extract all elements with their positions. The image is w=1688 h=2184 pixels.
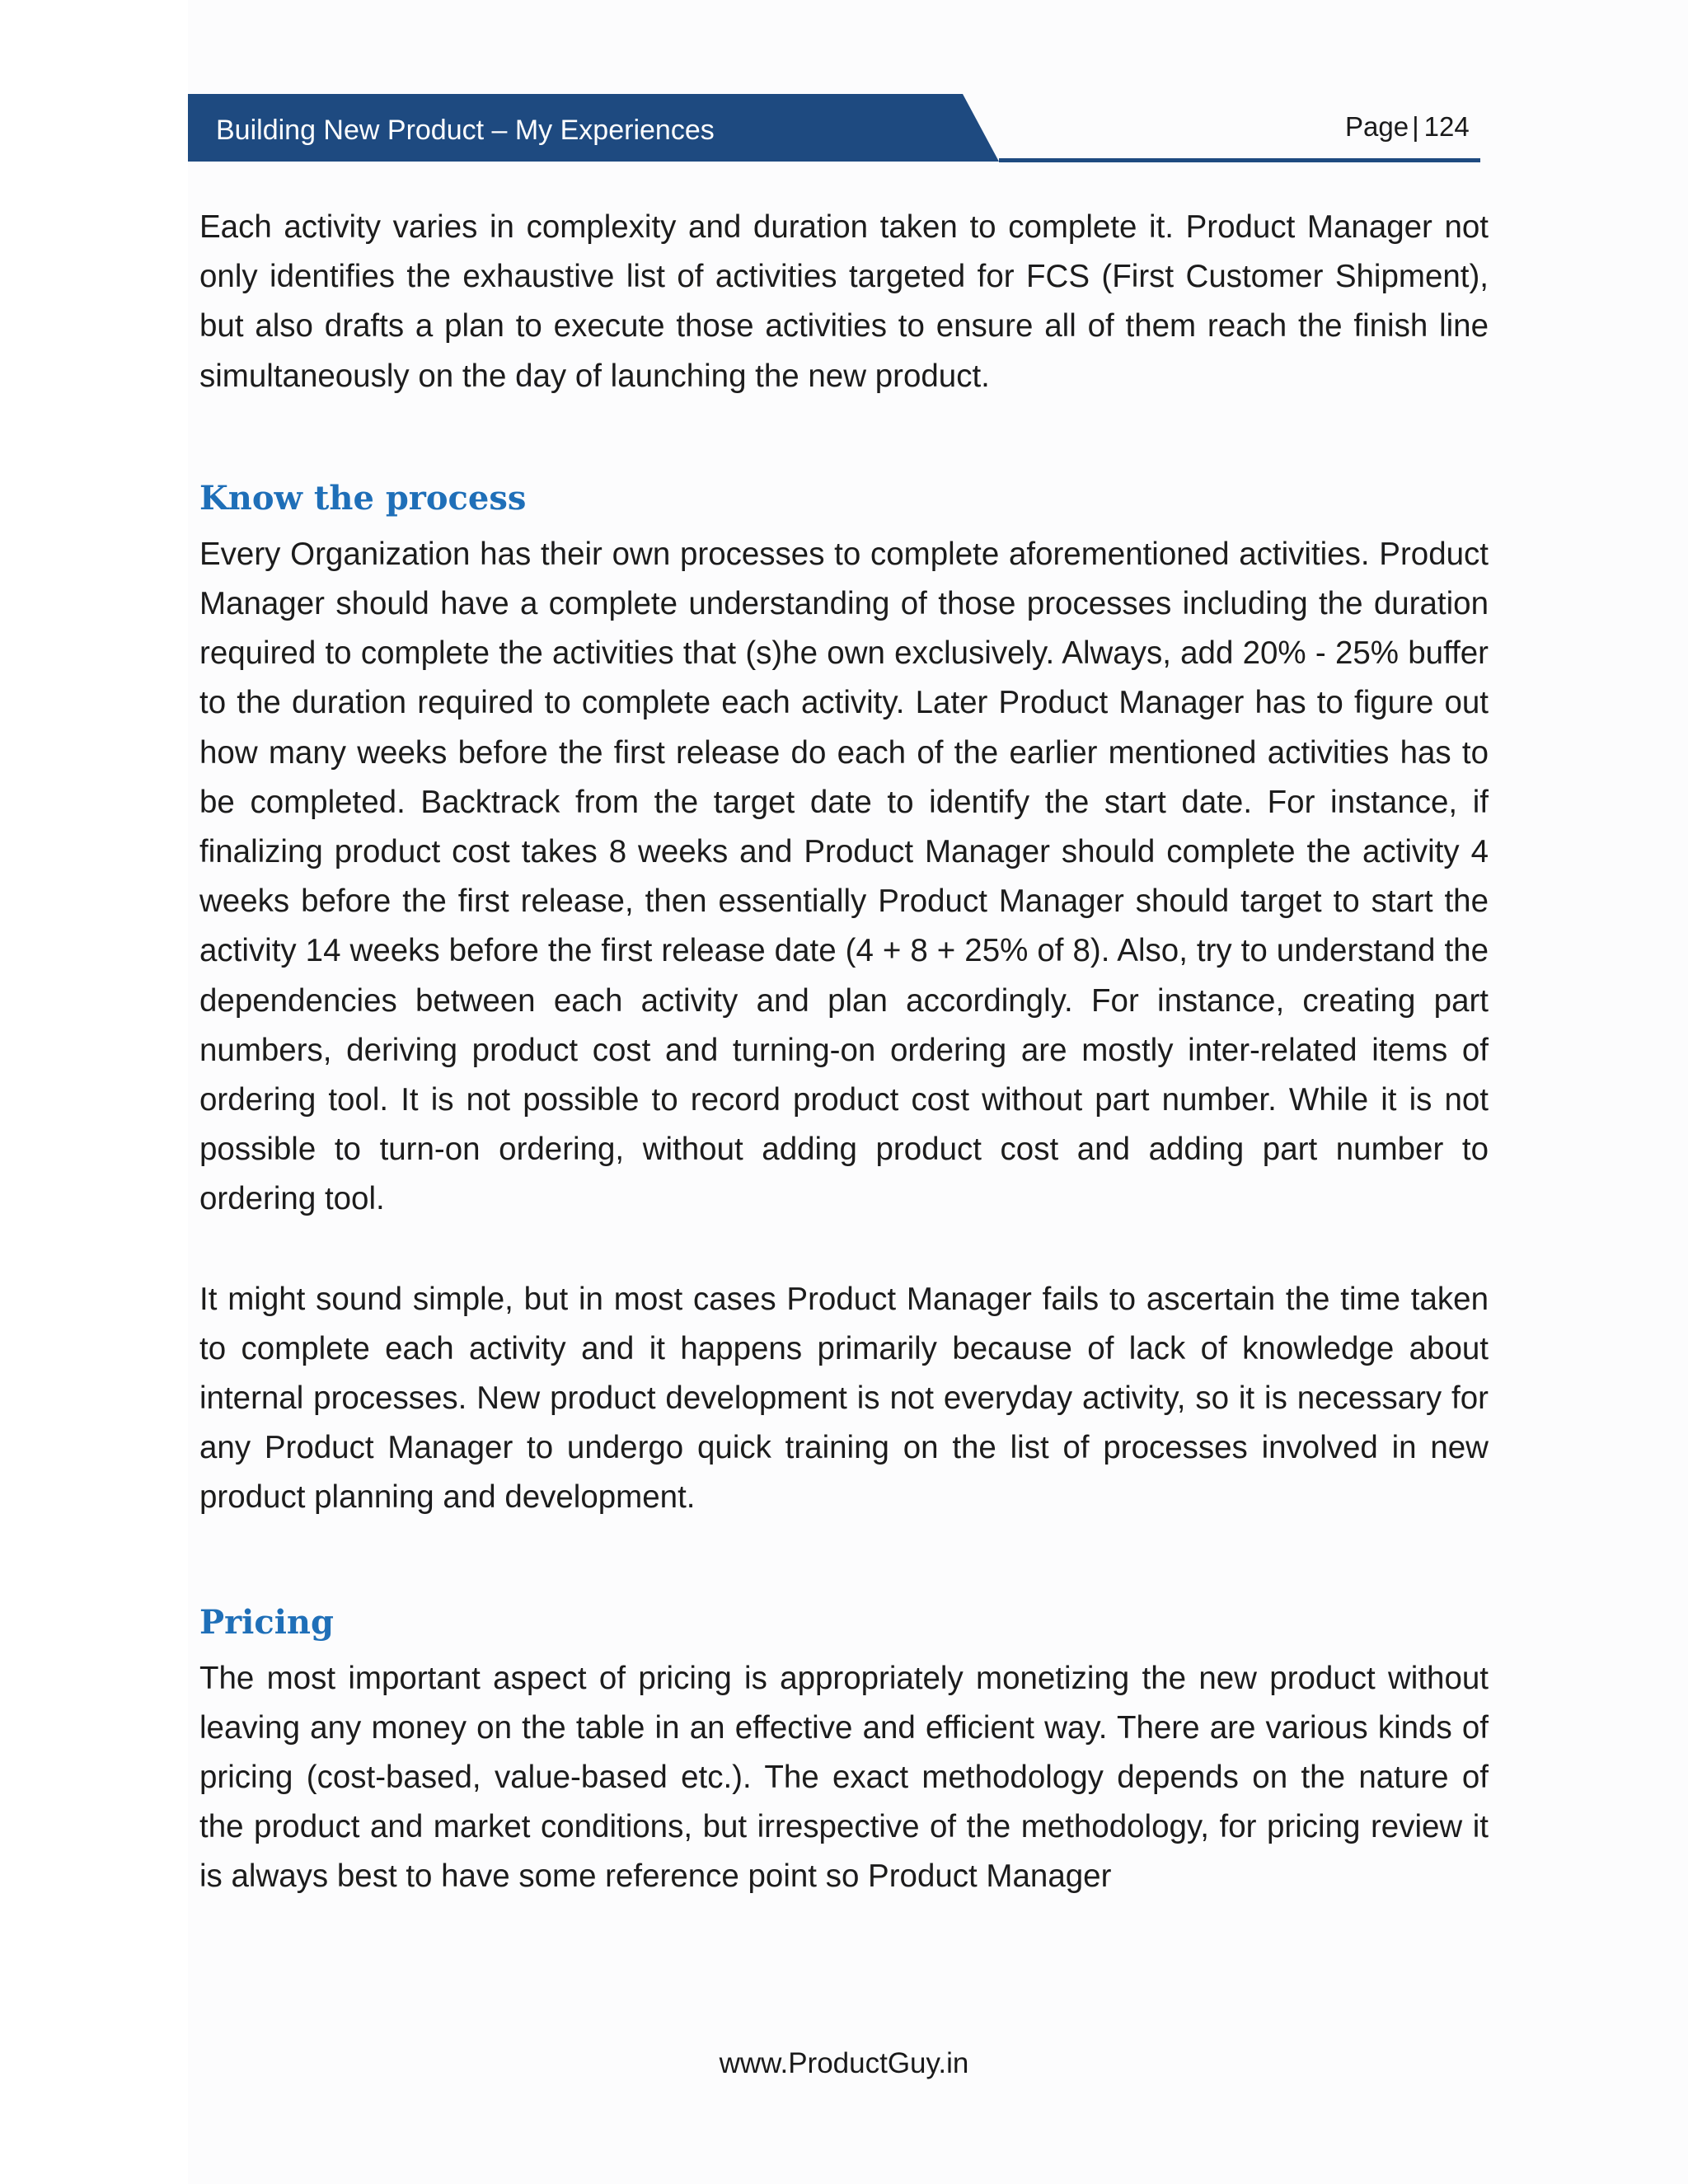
page-prefix: Page	[1345, 111, 1409, 142]
know-process-paragraph-1: Every Organization has their own processes to complete aforementioned activities. Product Manager should have a complete understanding of those processes including the duration required to complete the activities that (s)he own exclusively. Always, add 20% - 25% buffer to the duration required to complete each activity. Later Product Manager has to figure out how many weeks before the first release do each of the earlier mentioned activities has to be completed. Backtrack from the target date to identify the start date. For instance, if finalizing product cost takes 8 weeks and Product Manager should complete the activity 4 weeks before the first release, then essentially Product Manager should target to start the activity 14 weeks before the first release date (4 + 8 + 25% of 8). Also, try to understand the dependencies between each activity and plan accordingly. For instance, creating part numbers, deriving product cost and turning-on ordering are mostly inter-related items of ordering tool. It is not possible to record product cost without part number. While it is not possible to turn-on ordering, without adding product cost and adding part number to ordering tool.	[199, 536, 1489, 1217]
page-number-label	[1345, 109, 1470, 145]
section-heading-know-the-process: Know the process	[199, 478, 527, 518]
know-process-paragraph-2: It might sound simple, but in most cases Product Manager fails to ascertain the time taken to complete each activity and it happens primarily because of lack of knowledge about internal processes. New product development is not everyday activity, so it is necessary for any Product Manager to undergo quick training on the list of processes involved in new product planning and development.	[199, 1281, 1489, 1516]
page-number: 124	[1423, 111, 1470, 142]
intro-paragraph: Each activity varies in complexity and duration taken to complete it. Product Manager not only identifies the exhaustive list of activities targeted for FCS (First Customer Shipment), but also drafts a plan to execute those activities to ensure all of them reach the finish line simultaneously on the day of launching the new product.	[199, 209, 1489, 394]
footer-website: www.ProductGuy.in	[719, 2047, 969, 2079]
header-title: Building New Product – My Experiences	[216, 115, 715, 146]
page-separator: |	[1412, 111, 1419, 142]
page-content	[199, 203, 1489, 1902]
pricing-paragraph-1: The most important aspect of pricing is appropriately monetizing the new product without leaving any money on the table in an effective and efficient way. There are various kinds of pricing (cost-based, value-based etc.). The exact methodology depends on the nature of the product and market conditions, but irrespective of the methodology, for pricing review it is always best to have some reference point so Product Manager	[199, 1660, 1489, 1895]
section-heading-pricing: Pricing	[199, 1602, 334, 1642]
